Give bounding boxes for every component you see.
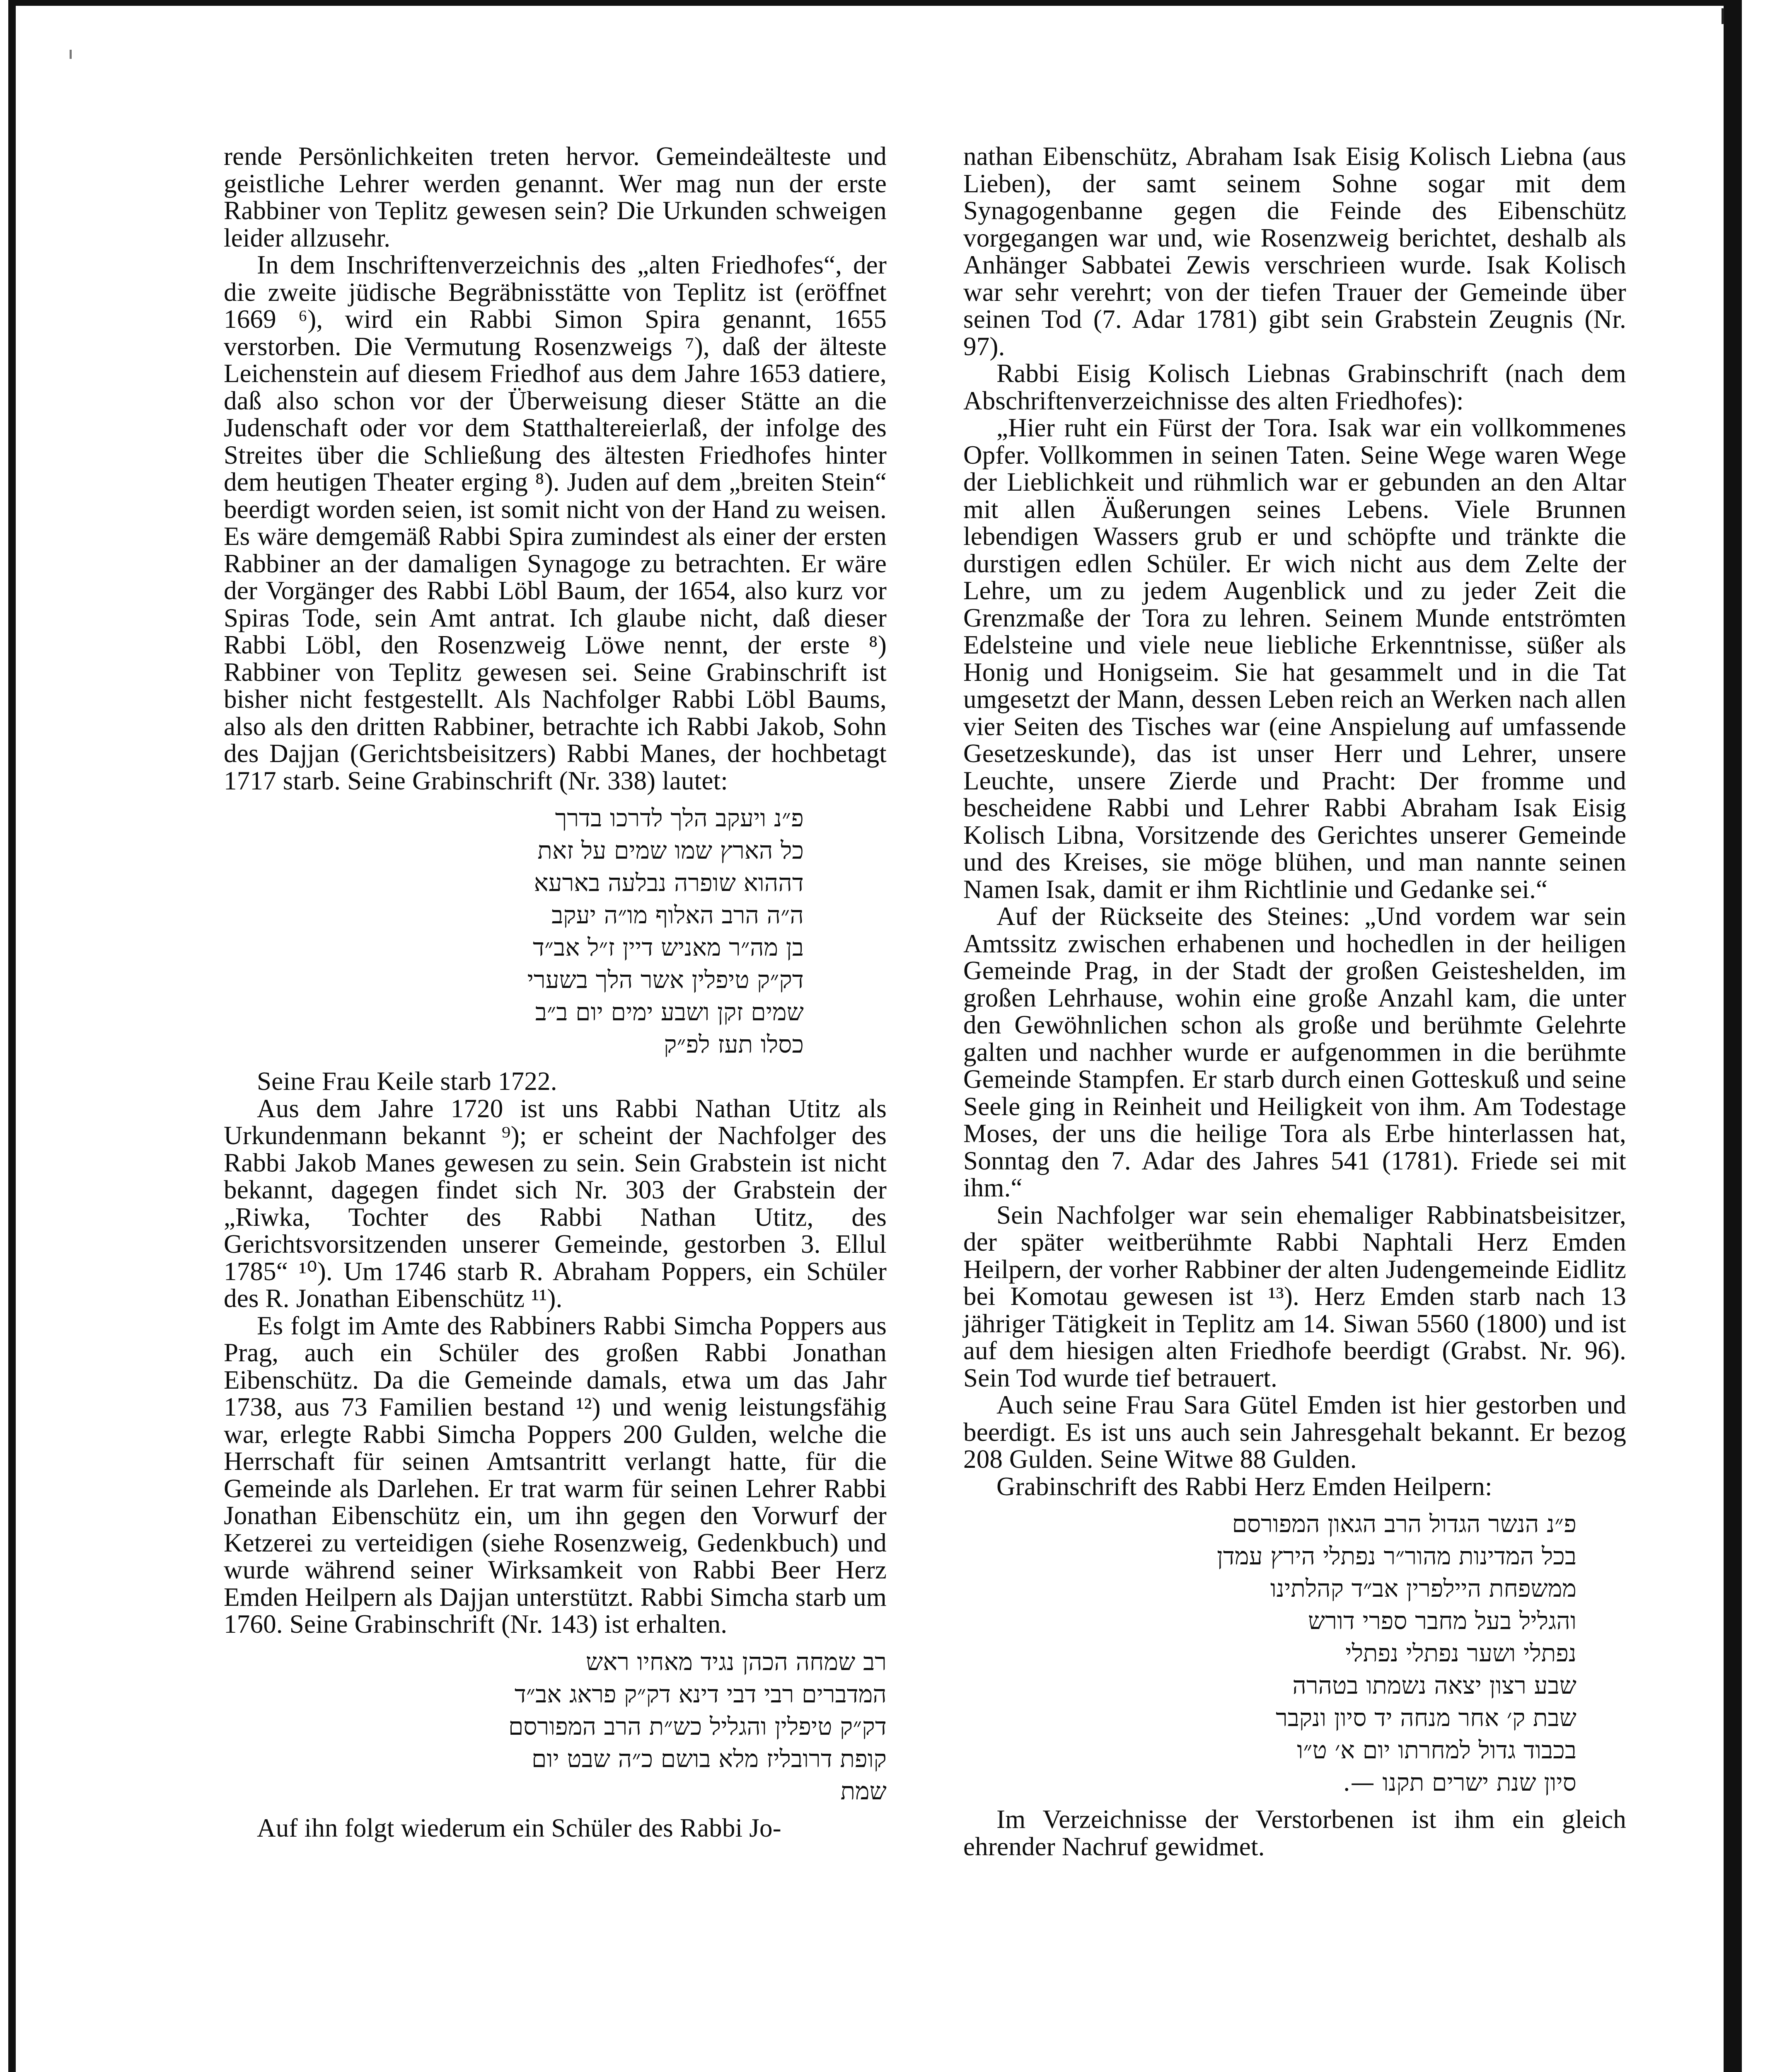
right-column [963, 143, 1626, 1860]
paragraph: In dem Inschriftenverzeichnis des „alten Friedhofes“, der die zweite jüdische Begräbnisstätte von Teplitz ist (eröffnet 1669 ⁶), wird ein Rabbi Simon Spira genannt, 1655 verstorben. Die Vermutung Rosenzweigs ⁷), daß der älteste Leichenstein auf diesem Friedhof aus dem Jahre 1653 datiere, daß also schon vor der Überweisung dieser Stätte an die Judenschaft oder vor dem Statthaltereierlaß, der infolge des Streites über die Schließung des ältesten Friedhofes hinter dem heutigen Theater erging ⁸). Juden auf dem „breiten Stein“ beerdigt worden seien, ist somit nicht von der Hand zu weisen. Es wäre demgemäß Rabbi Spira zumindest als einer der ersten Rabbiner an der damaligen Synagoge zu betrachten. Er wäre der Vorgänger des Rabbi Löbl Baum, der 1654, also kurz vor Spiras Tode, sein Amt antrat. Ich glaube nicht, daß dieser Rabbi Löbl, den Rosenzweig Löwe nennt, der erste ⁸) Rabbiner von Teplitz gewesen sei. Seine Grabinschrift ist bisher nicht festgestellt. Als Nachfolger Rabbi Löbl Baums, also als den dritten Rabbiner, betrachte ich Rabbi Jakob, Sohn des Dajjan (Gerichtsbeisitzers) Rabbi Manes, der hochbetagt 1717 starb. Seine Grabinschrift (Nr. 338) lautet: [224, 250, 887, 795]
paragraph: Seine Frau Keile starb 1722. [257, 1067, 557, 1096]
hebrew-inscription: פ״נ ויעקב הלך לדרכו בדרך כל הארץ שמו שמים על זאת דההוא שופרה נבלעה בארעא ה״ה הרב האלוף מו״ה יעקב בן מה״ר מאניש דיין ז״ל אב״ד דק״ק טיפלין אשר הלך בשערי שמים זקן ושבע ימים יום ב״ב כסלו תעז לפ״ק [527, 804, 804, 1058]
scan-mark [70, 50, 72, 59]
hebrew-inscription: פ״נ הנשר הגדול הרב הגאון המפורסם בכל המדינות מהור״ר נפתלי הירץ עמדן ממשפחת היילפרין אב״ד קהלתינו והגליל בעל מחבר ספרי דורש נפתלי ושער נפתלי נפתלי שבע רצון יצאה נשמתו בטהרה שבת ק׳ אחר מנחה יד סיון ונקבר בכבוד גדול למחרתו יום א׳ ט״ו סיון שנת ישרים תקנו —. [1216, 1510, 1577, 1796]
paragraph: rende Persönlichkeiten treten hervor. Gemeindeälteste und geistliche Lehrer werden genannt. Wer mag nun der erste Rabbiner von Teplitz gewesen sein? Die Urkunden schweigen leider allzusehr. [224, 142, 887, 252]
paragraph: Sein Nachfolger war sein ehemaliger Rabbinatsbeisitzer, der später weitberühmte Rabbi Naphtali Herz Emden Heilpern, der vorher Rabbiner der alten Judengemeinde Eidlitz bei Komotau gewesen ist ¹³). Herz Emden starb nach 13 jähriger Tätigkeit in Teplitz am 14. Siwan 5560 (1800) und ist auf dem hiesigen alten Friedhofe beerdigt (Grabst. Nr. 96). Sein Tod wurde tief betrauert. [963, 1200, 1626, 1392]
hebrew-inscription: רב שמחה הכהן נגיד מאחיו ראש המדברים רבי דבי דינא דק״ק פראג אב״ד דק״ק טיפלין והגליל כש״ת הרב המפורסם קופת דרובליז מלא בושם כ״ה שבט יום שמת [508, 1647, 887, 1805]
paragraph: Es folgt im Amte des Rabbiners Rabbi Simcha Poppers aus Prag, auch ein Schüler des großen Rabbi Jonathan Eibenschütz. Da die Gemeinde damals, etwa um das Jahr 1738, aus 73 Familien bestand ¹²) und wenig leistungsfähig war, erlegte Rabbi Simcha Poppers 200 Gulden, welche die Herrschaft für seinen Amtsantritt verlangt hatte, für die Gemeinde als Darlehen. Er trat warm für seinen Lehrer Rabbi Jonathan Eibenschütz ein, um ihn gegen den Vorwurf der Ketzerei zu verteidigen (siehe Rosenzweig, Gedenkbuch) und wurde während seiner Wirksamkeit von Rabbi Beer Herz Emden Heilpern als Dajjan unterstützt. Rabbi Simcha starb um 1760. Seine Grabinschrift (Nr. 143) ist erhalten. [224, 1311, 887, 1639]
paragraph: Im Verzeichnisse der Verstorbenen ist ihm ein gleich ehrender Nachruf gewidmet. [963, 1805, 1626, 1861]
paragraph: Auf der Rückseite des Steines: „Und vordem war sein Amtssitz zwischen erhabenen und hochedlen in der heiligen Gemeinde Prag, in der Stadt der großen Geisteshelden, im großen Lehrhause, wohin eine große Anzahl kam, die unter den Gewöhnlichen schon als große und berühmte Gelehrte galten und nachher wurde er aufgenommen in die berühmte Gemeinde Stampfen. Er starb durch einen Gotteskuß und seine Seele ging in Reinheit und Heiligkeit von ihm. Am Todestage Moses, der uns die heilige Tora als Erbe hinterlassen hat, Sonntag den 7. Adar des Jahres 541 (1781). Friede sei mit ihm.“ [963, 902, 1626, 1202]
scan-border-left [8, 0, 16, 2072]
paragraph: nathan Eibenschütz, Abraham Isak Eisig Kolisch Liebna (aus Lieben), der samt seinem Sohne sogar mit dem Synagogenbanne gegen die Feinde des Eibenschütz vorgegangen war und, wie Rosenzweig berichtet, deshalb als Anhänger Sabbatei Zewis verschrieen wurde. Isak Kolisch war sehr verehrt; von der tiefen Trauer der Gemeinde über seinen Tod (7. Adar 1781) gibt sein Grabstein Zeugnis (Nr. 97). [963, 142, 1626, 361]
left-column [224, 143, 887, 1842]
scan-mark [1722, 8, 1724, 24]
scan-border-top [8, 0, 1724, 6]
paragraph: Aus dem Jahre 1720 ist uns Rabbi Nathan Utitz als Urkundenmann bekannt ⁹); er scheint der Nachfolger des Rabbi Jakob Manes gewesen zu sein. Sein Grabstein ist nicht bekannt, dagegen findet sich Nr. 303 der Grabstein der „Riwka, Tochter des Rabbi Nathan Utitz, des Gerichtsvorsitzenden unserer Gemeinde, gestorben 3. Ellul 1785“ ¹⁰). Um 1746 starb R. Abraham Poppers, ein Schüler des R. Jonathan Eibenschütz ¹¹). [224, 1094, 887, 1313]
scan-border-right [1724, 0, 1742, 2072]
paragraph: Grabinschrift des Rabbi Herz Emden Heilpern: [996, 1472, 1492, 1501]
paragraph: Auch seine Frau Sara Gütel Emden ist hier gestorben und beerdigt. Es ist uns auch sein Jahresgehalt bekannt. Er bezog 208 Gulden. Seine Witwe 88 Gulden. [963, 1390, 1626, 1474]
paragraph: „Hier ruht ein Fürst der Tora. Isak war ein vollkommenes Opfer. Vollkommen in seinen Taten. Seine Wege waren Wege der Lieblichkeit und rühmlich war er gebunden an den Altar mit allen Äußerungen seines Lebens. Viele Brunnen lebendigen Wassers grub er und schöpfte und tränkte die durstigen edlen Schüler. Er wich nicht aus dem Zelte der Lehre, um zu jedem Augenblick und zu jeder Zeit die Grenzmaße der Tora zu lehren. Seinem Munde entströmten Edelsteine und viele neue liebliche Erkenntnisse, süßer als Honig und Honigseim. Sie hat gesammelt und in die Tat umgesetzt der Mann, dessen Leben reich an Werken nach allen vier Seiten des Tisches war (eine Anspielung auf umfassende Gesetzeskunde), das ist unser Herr und Lehrer, unsere Leuchte, unsere Zierde und Pracht: Der fromme und bescheidene Rabbi und Lehrer Rabbi Abraham Isak Eisig Kolisch Libna, Vorsitzende des Gerichtes unserer Gemeinde und des Kreises, sie möge blühen, und man nannte seinen Namen Isak, damit er ihm Richtlinie und Gedanke sei.“ [963, 413, 1626, 904]
paragraph: Auf ihn folgt wiederum ein Schüler des Rabbi Jo- [257, 1813, 781, 1842]
paragraph: Rabbi Eisig Kolisch Liebnas Grabinschrift (nach dem Abschriftenverzeichnisse des alten Friedhofes): [963, 359, 1626, 415]
